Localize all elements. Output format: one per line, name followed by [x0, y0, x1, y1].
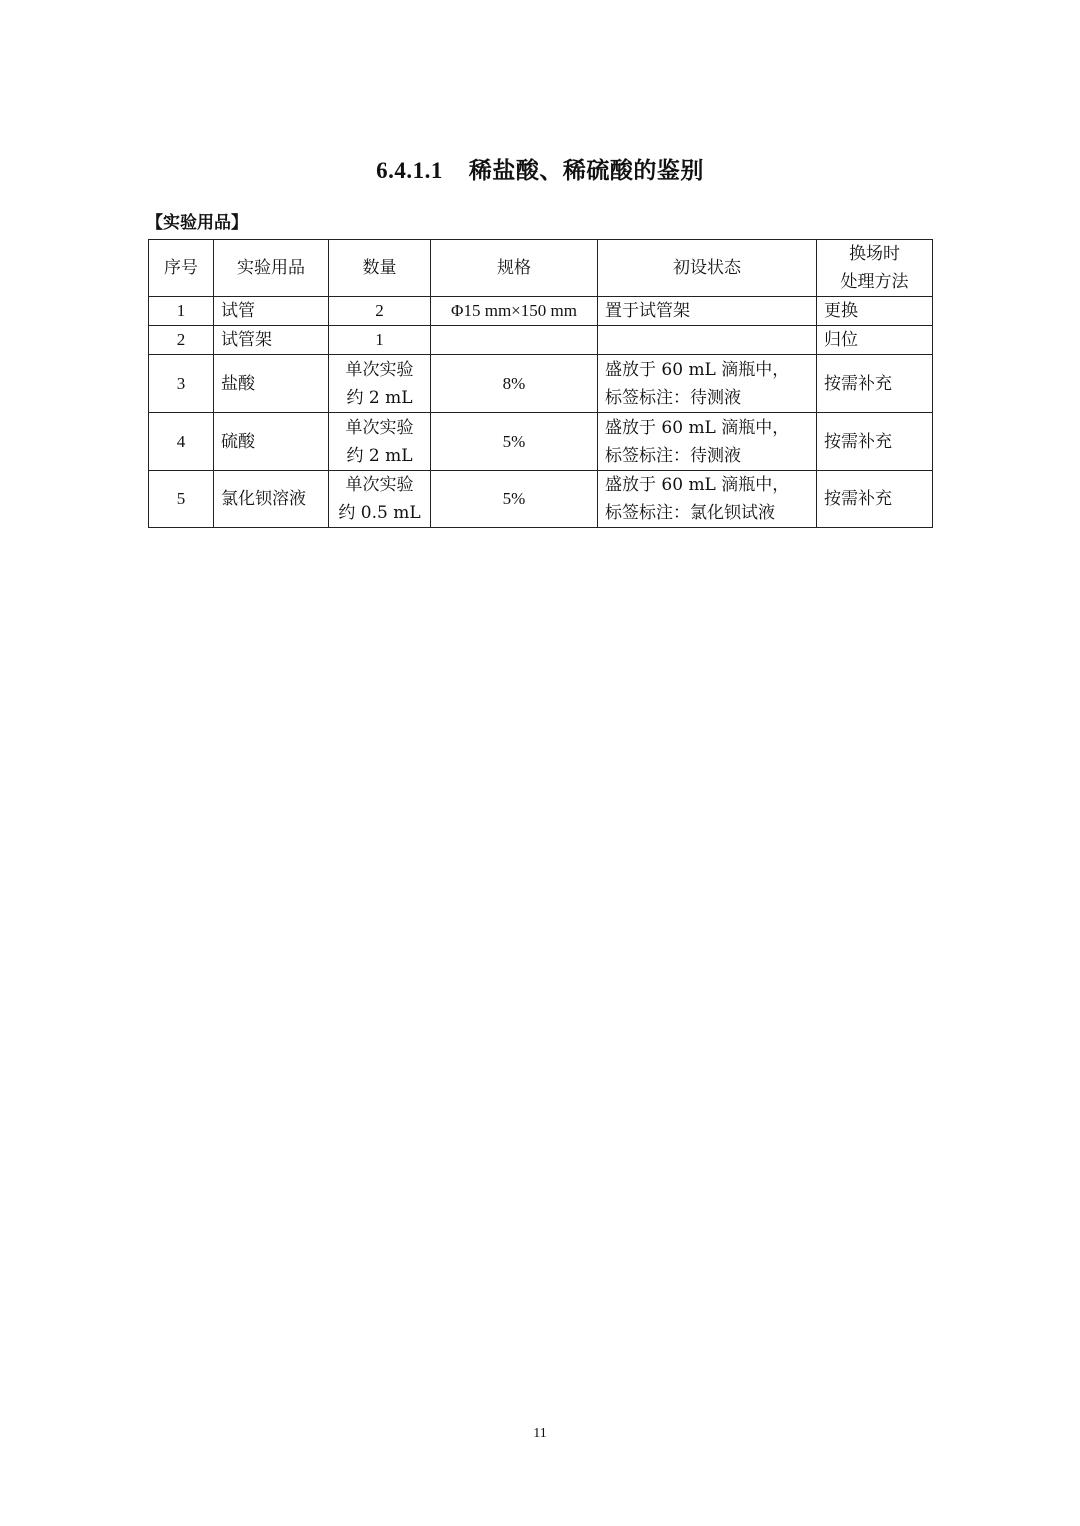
cell-spec [431, 326, 598, 355]
materials-table [148, 239, 933, 528]
header-handling: 换场时 处理方法 [817, 240, 933, 297]
table-row [149, 413, 933, 471]
cell-item: 盐酸 [214, 355, 329, 413]
cell-no: 1 [149, 297, 214, 326]
header-state: 初设状态 [598, 240, 817, 297]
cell-spec: 8% [431, 355, 598, 413]
cell-item: 试管 [214, 297, 329, 326]
cell-spec: 5% [431, 471, 598, 528]
cell-item: 氯化钡溶液 [214, 471, 329, 528]
table-header-row [149, 240, 933, 297]
cell-no: 4 [149, 413, 214, 471]
cell-state: 盛放于 60 mL 滴瓶中， 标签标注：待测液 [598, 355, 817, 413]
section-label: 【实验用品】 [146, 213, 248, 233]
cell-spec: Φ15 mm×150 mm [431, 297, 598, 326]
table-row [149, 355, 933, 413]
section-number: 6.4.1.1 [376, 158, 443, 183]
cell-item: 硫酸 [214, 413, 329, 471]
cell-handling: 按需补充 [817, 413, 933, 471]
cell-qty: 单次实验 约 0.5 mL [329, 471, 431, 528]
page-title [0, 152, 1080, 185]
cell-state: 置于试管架 [598, 297, 817, 326]
cell-state: 盛放于 60 mL 滴瓶中， 标签标注：待测液 [598, 413, 817, 471]
cell-no: 2 [149, 326, 214, 355]
header-item: 实验用品 [214, 240, 329, 297]
cell-state [598, 326, 817, 355]
table-row [149, 471, 933, 528]
cell-no: 3 [149, 355, 214, 413]
cell-qty: 2 [329, 297, 431, 326]
cell-qty: 单次实验 约 2 mL [329, 355, 431, 413]
header-qty: 数量 [329, 240, 431, 297]
cell-qty: 1 [329, 326, 431, 355]
cell-handling: 按需补充 [817, 471, 933, 528]
page-number: 11 [533, 1426, 547, 1441]
cell-state: 盛放于 60 mL 滴瓶中， 标签标注：氯化钡试液 [598, 471, 817, 528]
cell-handling: 按需补充 [817, 355, 933, 413]
table-row [149, 326, 933, 355]
cell-spec: 5% [431, 413, 598, 471]
header-no: 序号 [149, 240, 214, 297]
cell-no: 5 [149, 471, 214, 528]
cell-handling: 归位 [817, 326, 933, 355]
cell-handling: 更换 [817, 297, 933, 326]
section-title: 稀盐酸、稀硫酸的鉴别 [468, 157, 704, 184]
cell-item: 试管架 [214, 326, 329, 355]
cell-qty: 单次实验 约 2 mL [329, 413, 431, 471]
header-spec: 规格 [431, 240, 598, 297]
table-row [149, 297, 933, 326]
